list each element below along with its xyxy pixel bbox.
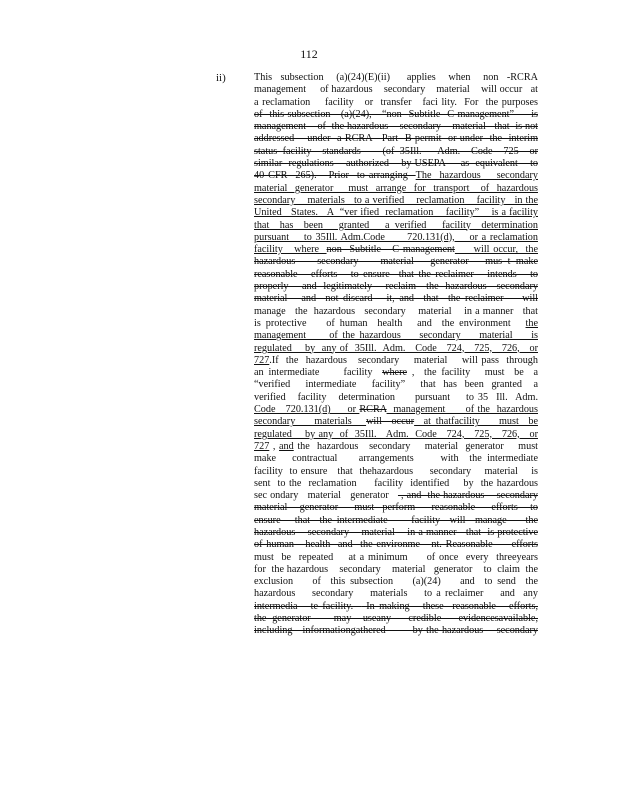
text-line xyxy=(254,478,538,490)
deleted-text: of this subsection (a)(24), “non Subtitle C management” is xyxy=(254,108,538,120)
deleted-text: will occur xyxy=(366,416,415,428)
text-line xyxy=(254,502,538,514)
text-segment: is protective of human health and the environment xyxy=(254,317,526,329)
deleted-text: hazardous secondary material in a manner that is protective xyxy=(254,526,538,538)
inserted-text: regulated by any of 35Ill. Adm. Code 724, 725, 726, or xyxy=(254,428,538,440)
text-line xyxy=(254,269,538,281)
deleted-text: of human health and the environme nt. Reasonable efforts xyxy=(254,539,538,551)
deleted-text: status facility standards (of 35Ill. Adm. Code 725 or xyxy=(254,145,538,157)
inserted-text: material generator must arrange for transport of hazardous xyxy=(254,182,538,194)
text-segment: sec ondary material generator xyxy=(254,490,398,502)
deleted-text: similar regulations authorized by USEPA as equivalent to xyxy=(254,158,538,170)
inserted-text: will occur, the xyxy=(454,244,538,256)
text-line xyxy=(254,453,538,465)
text-line xyxy=(254,416,538,428)
text-segment: facility to ensure that thehazardous secondary material is xyxy=(254,465,538,477)
text-line xyxy=(254,625,538,637)
deleted-text: reasonable efforts to ensure that the reclaimer intends to xyxy=(254,268,538,280)
inserted-text: secondary materials xyxy=(254,416,367,428)
text-line xyxy=(254,343,538,355)
inserted-text: at thatfacility must be xyxy=(414,416,538,428)
inserted-text: 727 xyxy=(254,354,270,366)
text-line xyxy=(254,207,538,219)
deleted-text: hazardous secondary material generator mus t make xyxy=(254,256,538,268)
text-line xyxy=(254,306,538,318)
inserted-text: pursuant to 35Ill. Adm.Code 720.131(d), or a reclamation xyxy=(254,231,538,243)
text-line xyxy=(254,121,538,133)
text-line xyxy=(254,576,538,588)
deleted-text: material generator must perform reasonable efforts to xyxy=(254,502,538,514)
text-segment: manage the hazardous secondary material in a manner that xyxy=(254,305,538,317)
text-line xyxy=(254,146,538,158)
text-line xyxy=(254,97,538,109)
inserted-text: management of the hazardous secondary material is xyxy=(254,330,538,342)
text-segment: , xyxy=(269,440,280,452)
text-line xyxy=(254,170,538,182)
deleted-text: non Subtitle C management xyxy=(326,244,455,256)
regulation-body-text xyxy=(254,72,538,638)
text-line xyxy=(254,256,538,268)
text-line xyxy=(254,232,538,244)
inserted-text: 727 xyxy=(254,440,270,452)
text-segment: This subsection (a)(24)(E)(ii) applies when non -RCRA xyxy=(254,72,538,83)
text-line xyxy=(254,109,538,121)
text-segment: must be repeated at a minimum of once every threeyears xyxy=(254,551,538,563)
text-line xyxy=(254,195,538,207)
inserted-text: the xyxy=(525,317,538,329)
text-line xyxy=(254,158,538,170)
text-line xyxy=(254,72,538,84)
text-segment: the hazardous secondary material generator must xyxy=(293,440,538,452)
text-segment: management of hazardous secondary material will occur at xyxy=(254,84,538,96)
text-line xyxy=(254,183,538,195)
deleted-text: , and the hazardous secondary xyxy=(397,490,538,502)
text-line xyxy=(254,588,538,600)
text-line xyxy=(254,392,538,404)
text-line xyxy=(254,613,538,625)
text-line xyxy=(254,441,538,453)
deleted-text: management of the hazardous secondary material that is not xyxy=(254,121,538,133)
text-segment: a reclamation facility or transfer faci lity. For the purposes xyxy=(254,96,538,108)
inserted-text: facility where xyxy=(254,244,327,256)
text-line xyxy=(254,404,538,416)
text-line xyxy=(254,466,538,478)
text-line xyxy=(254,564,538,576)
text-segment: for the hazardous secondary material generator to claim the xyxy=(254,563,538,575)
deleted-text: intermedia te facility. xyxy=(254,600,362,612)
text-line xyxy=(254,281,538,293)
text-segment: make contractual arrangements with the intermediate xyxy=(254,453,538,465)
item-label: ii) xyxy=(216,72,226,84)
deleted-text: 40 CFR 265). Prior to arranging xyxy=(254,170,416,182)
deleted-text: where xyxy=(382,367,407,379)
text-line xyxy=(254,429,538,441)
text-line xyxy=(254,220,538,232)
text-line xyxy=(254,379,538,391)
text-line xyxy=(254,84,538,96)
deleted-text: properly and legitimately reclaim the hazardous secondary xyxy=(254,281,538,293)
deleted-text: ensure that the intermediate facility will manage the xyxy=(254,514,538,526)
deleted-text: the generator may useany credible evidencesavailable, xyxy=(254,613,538,625)
text-segment: an intermediate facility xyxy=(254,367,383,379)
text-line xyxy=(254,539,538,551)
text-line xyxy=(254,515,538,527)
text-line xyxy=(254,355,538,367)
inserted-text: that has been granted a verified facility determination xyxy=(254,219,538,231)
deleted-text: material and not discard it, and that the reclaimer will xyxy=(254,293,538,305)
text-segment: sent to the reclamation facility identified by the hazardous xyxy=(254,477,538,489)
text-segment: , the facility must be a xyxy=(406,367,538,379)
deleted-text: including informationgathered by the hazardous secondary xyxy=(254,625,538,637)
text-segment: “verified intermediate facility” that has been granted a xyxy=(254,379,538,391)
text-line xyxy=(254,133,538,145)
inserted-text: and xyxy=(279,440,294,452)
deleted-text: RCRA xyxy=(359,404,387,416)
text-segment: exclusion of this subsection (a)(24) and to send the xyxy=(254,576,538,588)
text-line xyxy=(254,367,538,379)
inserted-text: The hazardous secondary xyxy=(415,170,538,182)
text-line xyxy=(254,527,538,539)
inserted-text: secondary materials to a verified reclamation facility in the xyxy=(254,194,538,206)
deleted-text: In making these reasonable efforts, xyxy=(361,600,538,612)
text-line xyxy=(254,293,538,305)
text-segment: hazardous secondary materials to a reclaimer and any xyxy=(254,588,538,600)
text-line xyxy=(254,490,538,502)
text-line xyxy=(254,318,538,330)
inserted-text: Code 720.131(d) or xyxy=(254,404,360,416)
text-line xyxy=(254,244,538,256)
page-number: 112 xyxy=(300,47,318,61)
text-line xyxy=(254,601,538,613)
inserted-text: United States. A “ver ified reclamation facility” is a facility xyxy=(254,207,538,219)
inserted-text: management of the hazardous xyxy=(386,404,538,416)
inserted-text: regulated by any of 35Ill. Adm. Code 724, 725, 726, or xyxy=(254,342,538,354)
text-segment: verified facility determination pursuant to 35 Ill. Adm. xyxy=(254,391,538,403)
text-line xyxy=(254,552,538,564)
text-segment: .If the hazardous secondary material will pass through xyxy=(269,354,538,366)
deleted-text: addressed under a RCRA Part B permit or under the interim xyxy=(254,133,538,145)
text-line xyxy=(254,330,538,342)
